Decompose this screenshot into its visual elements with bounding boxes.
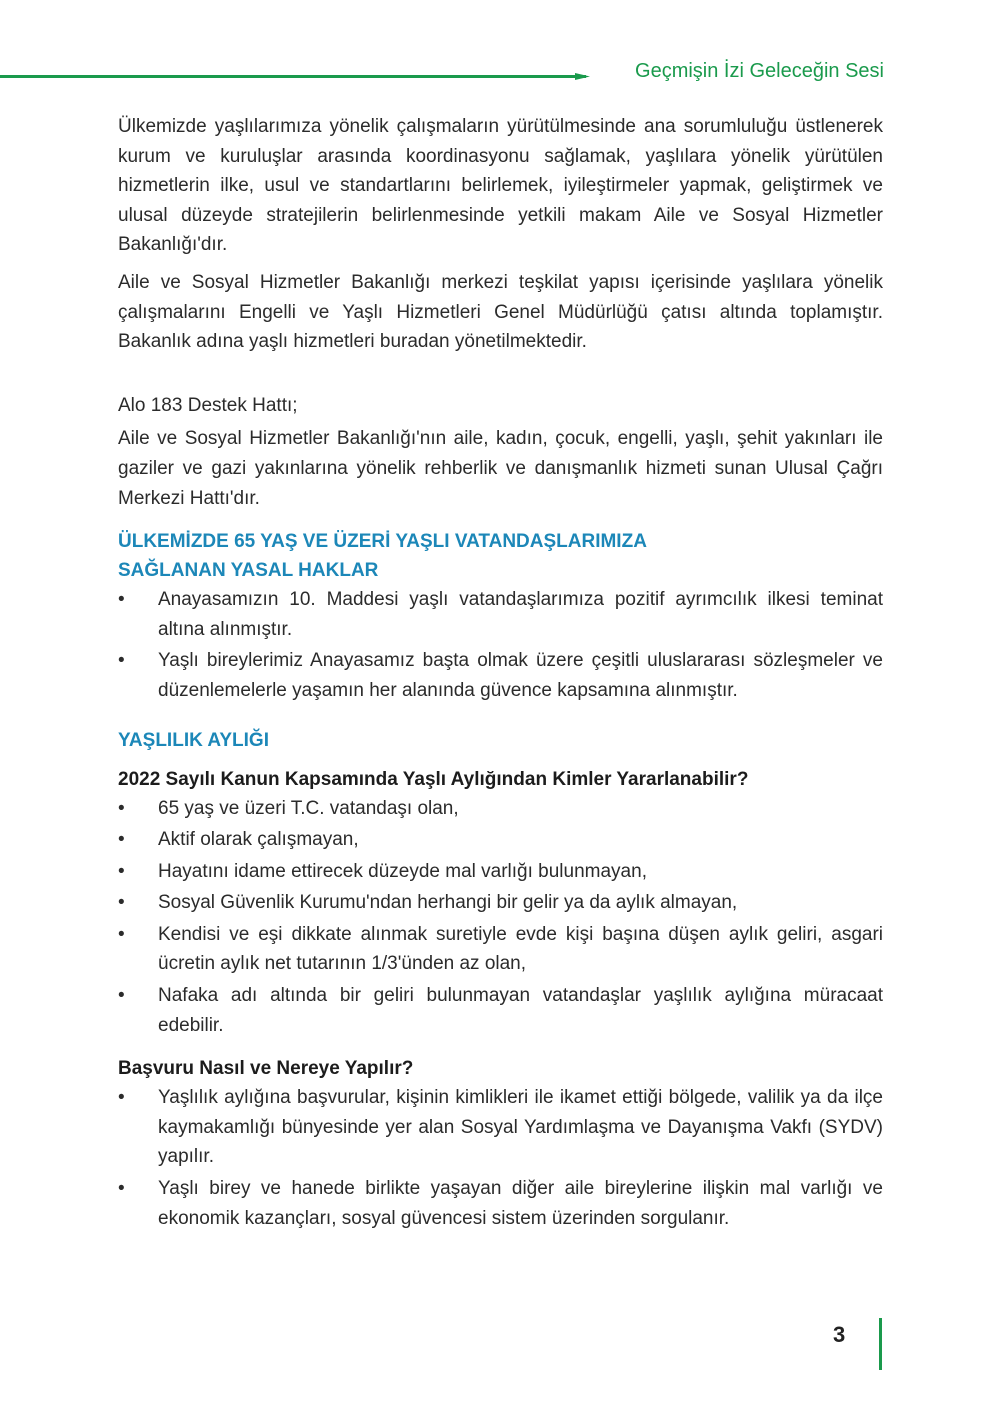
hotline-title: Alo 183 Destek Hattı; [118, 394, 298, 416]
hotline-text: Aile ve Sosyal Hizmetler Bakanlığı'nın aile, kadın, çocuk, engelli, yaşlı, şehit yakınları ile gaziler ve gazi yakınlarına yönelik rehberlik ve danışmanlık hizmeti sunan Ulusal Çağrı Merkezi Hattı'dır. [118, 428, 883, 509]
page-number: 3 [833, 1322, 846, 1347]
bullet: • [118, 860, 125, 882]
rights-heading-line-2: SAĞLANAN YASAL HAKLAR [118, 560, 379, 582]
list-item: • Yaşlı birey ve hanede birlikte yaşayan diğer aile bireylerine ilişkin mal varlığı ve ekonomik kazançları, sosyal güvencesi sistem üzerinden sorgulanır. [118, 1174, 883, 1233]
list-item: • Hayatını idame ettirecek düzeyde mal varlığı bulunmayan, [118, 857, 883, 887]
pension-heading: YAŞLILIK AYLIĞI [118, 729, 269, 751]
list-item: • Aktif olarak çalışmayan, [118, 825, 883, 855]
bullet: • [118, 985, 125, 1007]
rights-heading [118, 527, 883, 585]
page-number-divider [879, 1318, 882, 1370]
bullet: • [118, 1087, 125, 1109]
list-item: • Sosyal Güvenlik Kurumu'ndan herhangi bir gelir ya da aylık almayan, [118, 888, 883, 918]
bullet: • [118, 829, 125, 851]
bullet: • [118, 589, 125, 611]
intro-paragraph-2: Aile ve Sosyal Hizmetler Bakanlığı merkezi teşkilat yapısı içerisinde yaşlılara yönelik çalışmalarını Engelli ve Yaşlı Hizmetleri Genel Müdürlüğü çatısı altında toplamıştır. Bakanlık adına yaşlı hizmetleri buradan yönetilmektedir. [118, 271, 883, 353]
list-item: • Nafaka adı altında bir geliri bulunmayan vatandaşlar yaşlılık aylığına müracaat edebilir. [118, 981, 883, 1040]
bullet: • [118, 892, 125, 914]
list-item: • Yaşlı bireylerimiz Anayasamız başta olmak üzere çeşitli uluslararası sözleşmeler ve düzenlemelerle yaşamın her alanında güvence kapsamına alınmıştır. [118, 646, 883, 705]
page-content [118, 112, 883, 1235]
bullet: • [118, 923, 125, 945]
application-subheading: Başvuru Nasıl ve Nereye Yapılır? [118, 1058, 414, 1080]
bullet: • [118, 797, 125, 819]
list-item: • 65 yaş ve üzeri T.C. vatandaşı olan, [118, 794, 883, 824]
header-title: Geçmişin İzi Geleceğin Sesi [635, 60, 884, 82]
rights-heading-line-1: ÜLKEMİZDE 65 YAŞ VE ÜZERİ YAŞLI VATANDAŞLARIMIZA [118, 531, 647, 553]
eligibility-list [118, 794, 883, 1041]
list-item: • Anayasamızın 10. Maddesi yaşlı vatandaşlarımıza pozitif ayrımcılık ilkesi teminat altına alınmıştır. [118, 585, 883, 644]
pension-subheading: 2022 Sayılı Kanun Kapsamında Yaşlı Aylığından Kimler Yararlanabilir? [118, 768, 749, 790]
header-decorative-line [0, 72, 590, 80]
bullet: • [118, 1178, 125, 1200]
list-item: • Kendisi ve eşi dikkate alınmak suretiyle evde kişi başına düşen aylık geliri, asgari ücretin aylık net tutarının 1/3'ünden az olan, [118, 920, 883, 979]
application-list [118, 1083, 883, 1233]
list-item: • Yaşlılık aylığına başvurular, kişinin kimlikleri ile ikamet ettiği bölgede, valilik ya da ilçe kaymakamlığı bünyesinde yer alan Sosyal Yardımlaşma ve Dayanışma Vakfı (SYDV) yapılır. [118, 1083, 883, 1172]
bullet: • [118, 650, 125, 672]
intro-paragraph-1: Ülkemizde yaşlılarımıza yönelik çalışmaların yürütülmesinde ana sorumluluğu üstlenerek kurum ve kuruluşlar arasında koordinasyonu sağlamak, yaşlılara yönelik yürütülen hizmetlerin ilke, usul ve standartlarını belirlemek, iyileştirmeler yapmak, geliştirmek ve ulusal düzeyde stratejilerin belirlenmesinde yetkili makam Aile ve Sosyal Hizmetler Bakanlığı'dır. [118, 116, 883, 256]
spacer [118, 365, 883, 391]
rights-list [118, 585, 883, 705]
